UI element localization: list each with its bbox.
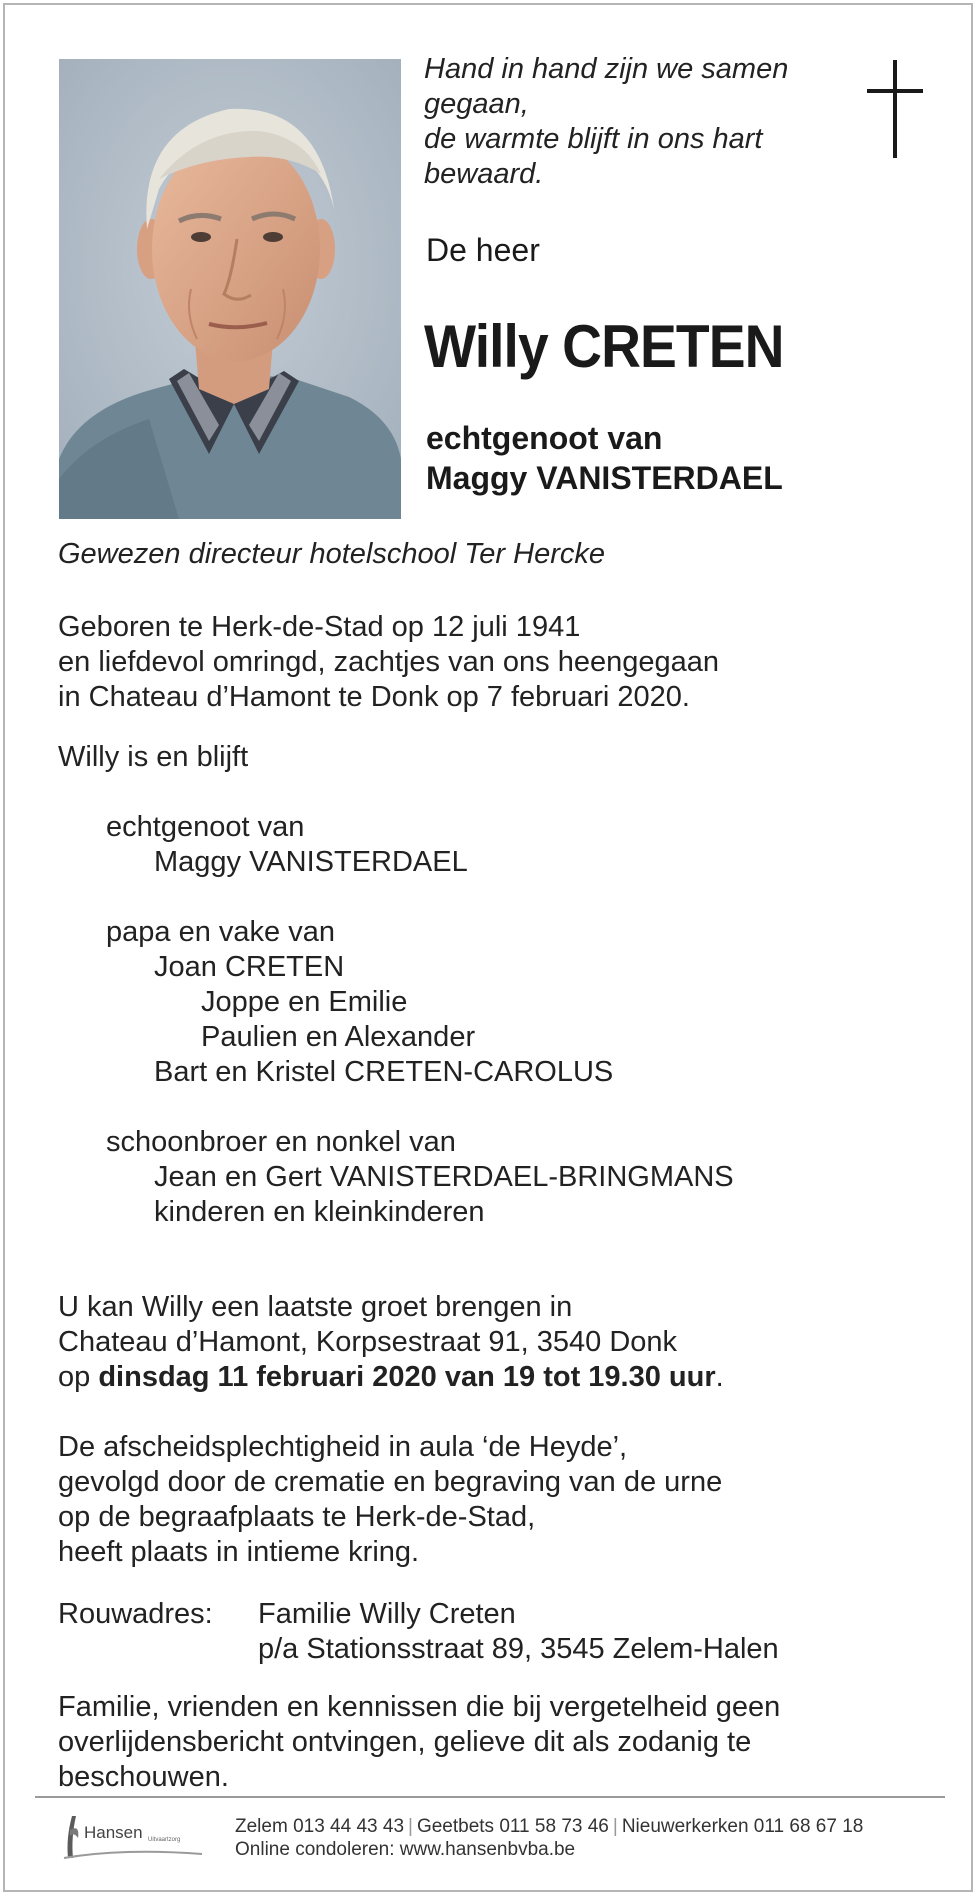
text-line xyxy=(58,1360,724,1395)
hansen-logo xyxy=(62,1810,212,1862)
portrait-photo xyxy=(59,59,401,519)
relation-grandchild: Joppe en Emilie xyxy=(201,986,408,1018)
text-line: gevolgd door de crematie en begraving van de urne xyxy=(58,1466,723,1498)
footer-divider xyxy=(35,1796,945,1798)
logo-subtitle: Uitvaartzorg xyxy=(148,1837,181,1843)
text-line: en liefdevol omringd, zachtjes van ons heengegaan xyxy=(58,646,720,678)
footer-phones: Zelem 013 44 43 43 | Geetbets 011 58 73 46 | Nieuwerkerken 011 68 67 18 xyxy=(235,1816,864,1837)
phone-zelem: Zelem 013 44 43 43 xyxy=(235,1816,405,1837)
visitation-prefix: op xyxy=(58,1361,99,1393)
relation-role: papa en vake van xyxy=(106,916,335,948)
relation-member: Jean en Gert VANISTERDAEL-BRINGMANS xyxy=(154,1161,734,1193)
birth-death-text xyxy=(58,610,719,715)
text-line: op de begraafplaats te Herk-de-Stad, xyxy=(58,1501,536,1533)
relation-role: echtgenoot van xyxy=(106,811,305,843)
relation-grandchild: Paulien en Alexander xyxy=(201,1021,476,1053)
relation-member: kinderen en kleinkinderen xyxy=(154,1196,485,1228)
visitation-text xyxy=(58,1290,724,1395)
motto-verse xyxy=(424,52,844,192)
motto-line: gegaan, xyxy=(424,88,529,120)
notice-text xyxy=(58,1690,888,1795)
text-line: heeft plaats in intieme kring. xyxy=(58,1536,420,1568)
text-line: Geboren te Herk-de-Stad op 12 juli 1941 xyxy=(58,611,581,643)
address-line: p/a Stationsstraat 89, 3545 Zelem-Halen xyxy=(258,1633,779,1665)
spouse-intro: echtgenoot van xyxy=(426,420,663,456)
occupation: Gewezen directeur hotelschool Ter Hercke xyxy=(58,538,605,570)
motto-line: Hand in hand zijn we samen xyxy=(424,53,789,85)
spouse-block xyxy=(426,418,783,498)
relation-member: Joan CRETEN xyxy=(154,951,345,983)
footer-contact xyxy=(235,1815,863,1861)
text-line: overlijdensbericht ontvingen, gelieve dit als zodanig te xyxy=(58,1726,752,1758)
cross-icon xyxy=(860,60,930,160)
deceased-name: Willy CRETEN xyxy=(424,313,784,380)
phone-nieuwerkerken: Nieuwerkerken 011 68 67 18 xyxy=(621,1816,864,1837)
text-line: Chateau d’Hamont, Korpsestraat 91, 3540 Donk xyxy=(58,1326,678,1358)
text-line: U kan Willy een laatste groet brengen in xyxy=(58,1291,573,1323)
address-label: Rouwadres: xyxy=(58,1598,213,1630)
visitation-datetime: dinsdag 11 februari 2020 van 19 tot 19.30 uur xyxy=(98,1361,716,1393)
text-line: beschouwen. xyxy=(58,1761,229,1793)
salutation: De heer xyxy=(426,232,540,268)
motto-line: bewaard. xyxy=(424,158,544,190)
relation-member: Maggy VANISTERDAEL xyxy=(154,846,468,878)
motto-line: de warmte blijft in ons hart xyxy=(424,123,763,155)
portrait-illustration xyxy=(59,59,401,519)
ceremony-text xyxy=(58,1430,722,1570)
phone-geetbets: Geetbets 011 58 73 46 xyxy=(416,1816,609,1837)
text-line: Familie, vrienden en kennissen die bij vergetelheid geen xyxy=(58,1691,781,1723)
remains-intro: Willy is en blijft xyxy=(58,741,249,773)
visitation-suffix: . xyxy=(715,1361,724,1393)
relations-list xyxy=(58,810,734,1230)
logo-name: Hansen xyxy=(84,1823,143,1842)
mourning-address xyxy=(58,1597,779,1667)
online-condolences: Online condoleren: www.hansenbvba.be xyxy=(235,1839,576,1860)
relation-role: schoonbroer en nonkel van xyxy=(106,1126,456,1158)
relation-member: Bart en Kristel CRETEN-CAROLUS xyxy=(154,1056,614,1088)
spouse-name: Maggy VANISTERDAEL xyxy=(426,460,783,496)
address-line: Familie Willy Creten xyxy=(258,1598,516,1630)
text-line xyxy=(58,1597,779,1632)
text-line: De afscheidsplechtigheid in aula ‘de Heyde’, xyxy=(58,1431,628,1463)
text-line: in Chateau d’Hamont te Donk op 7 februari 2020. xyxy=(58,681,690,713)
